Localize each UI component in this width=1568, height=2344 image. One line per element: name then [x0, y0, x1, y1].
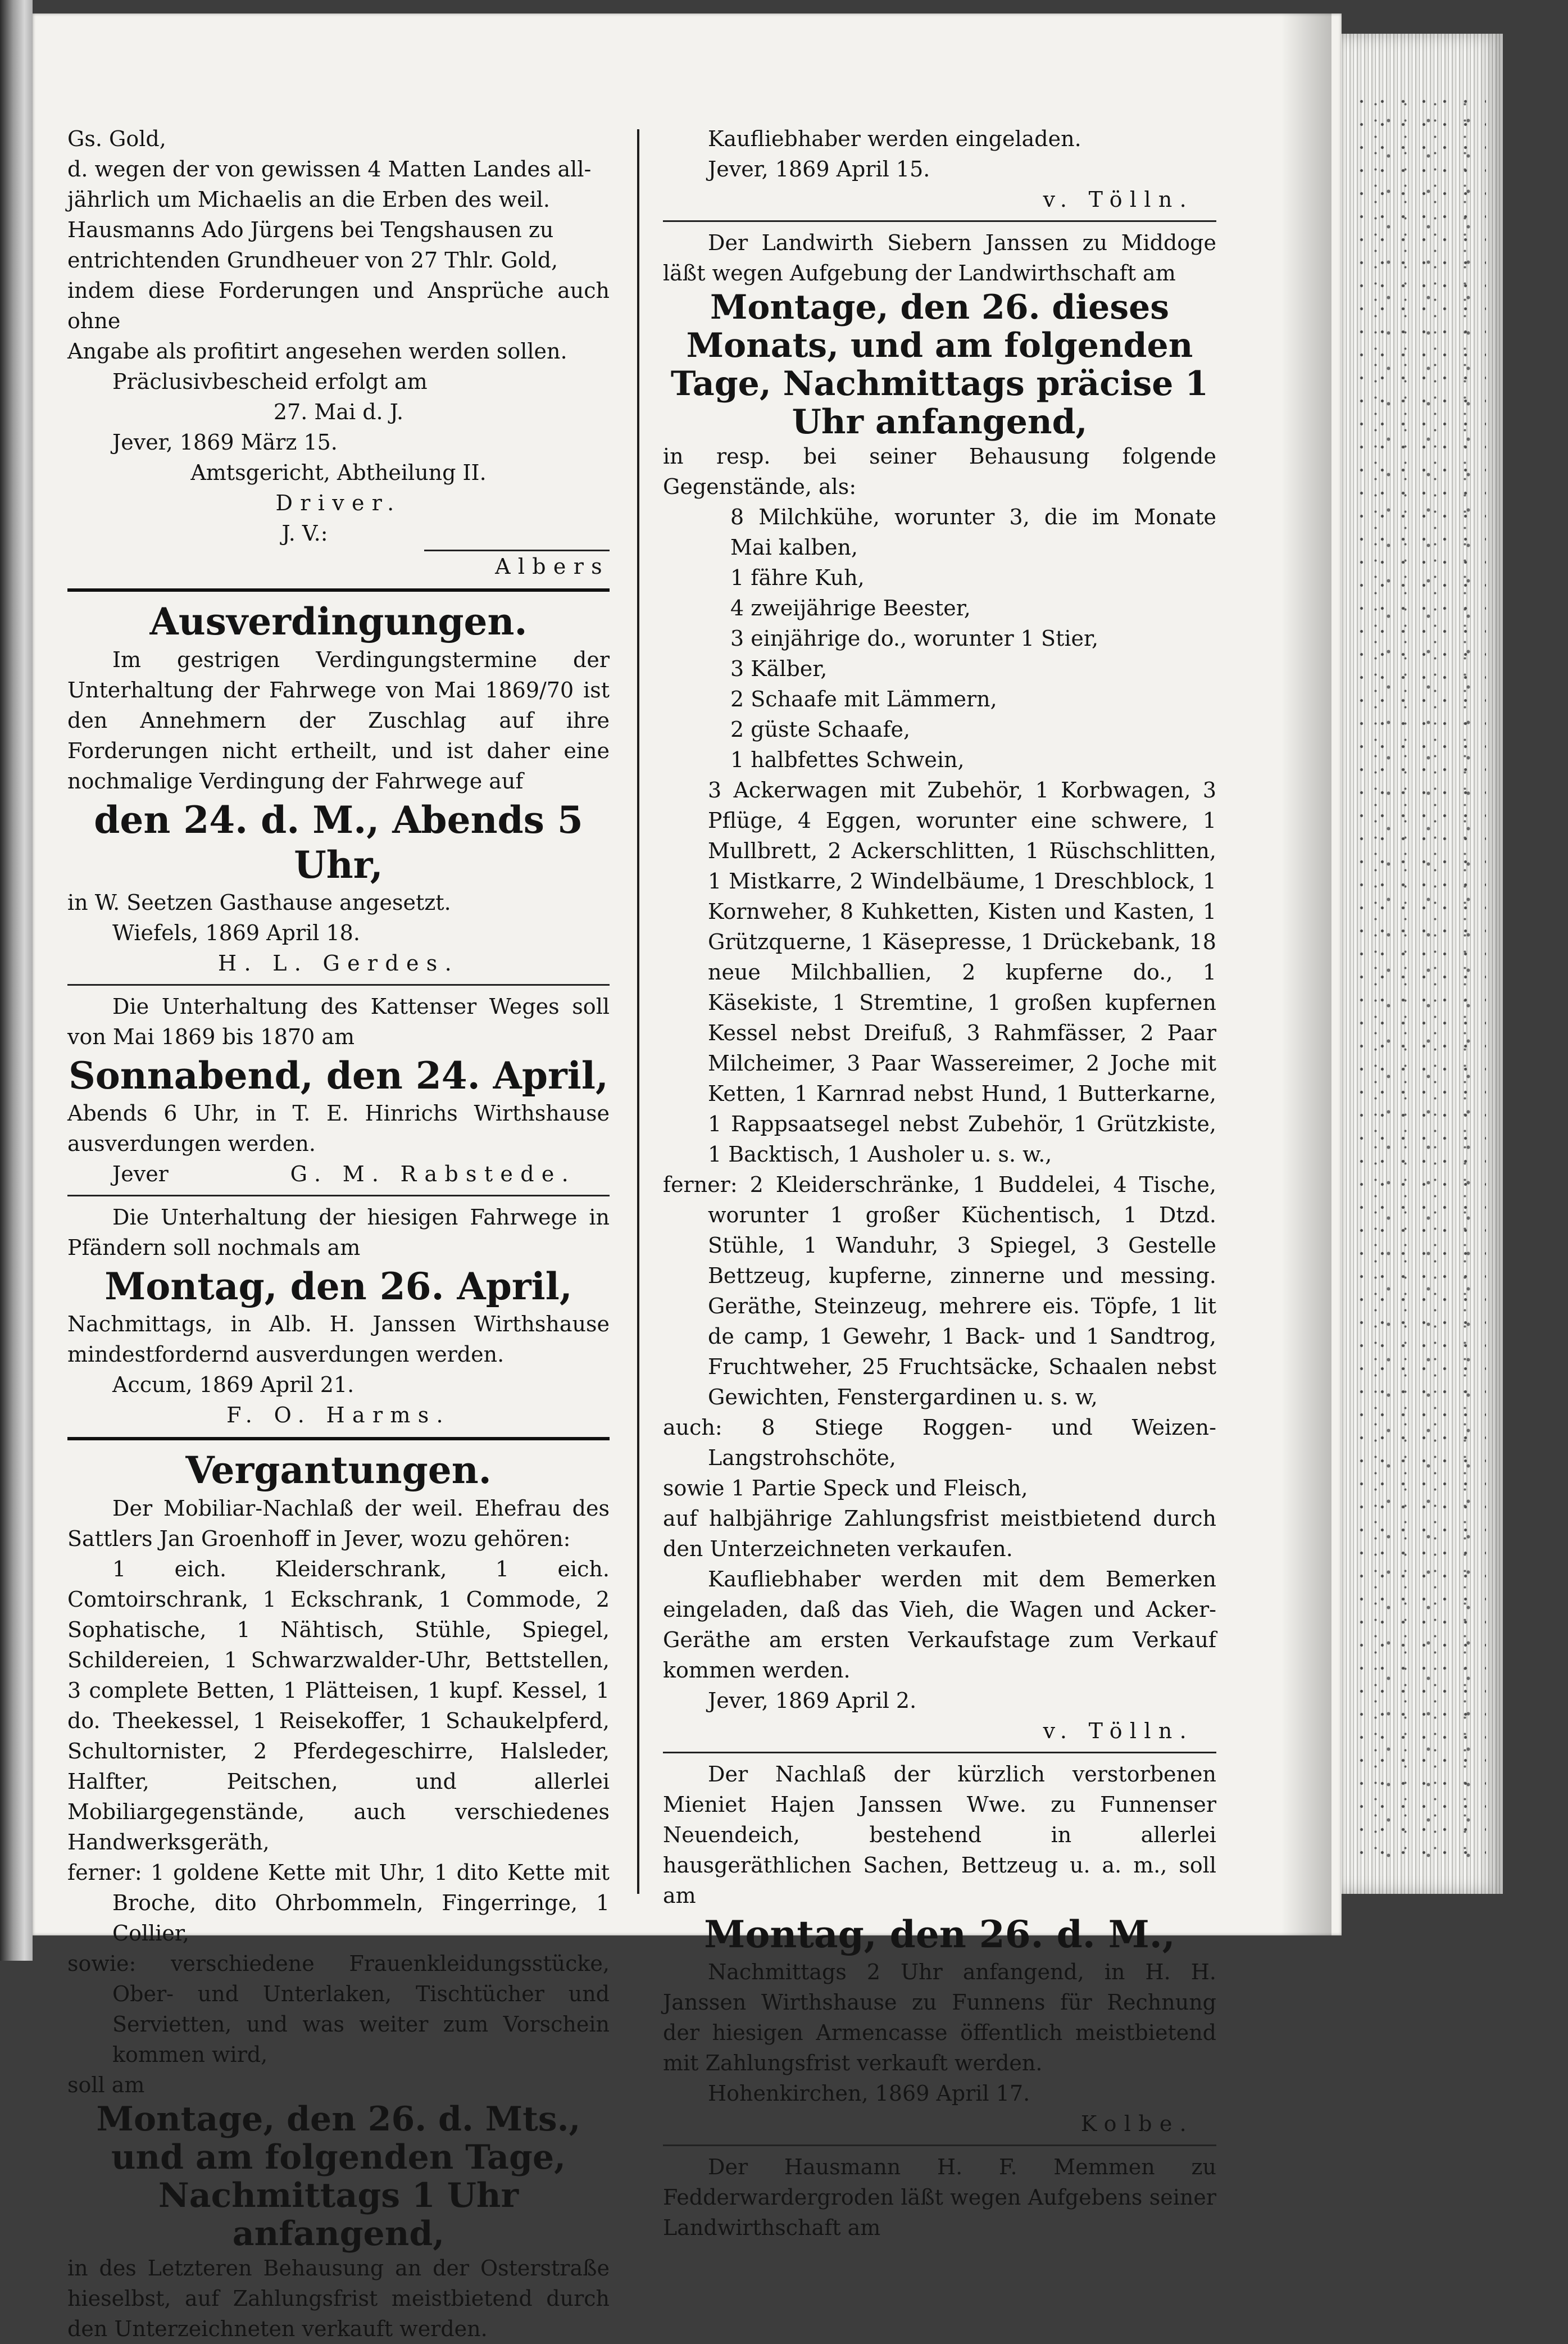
praeklusiv-date: 27. Mai d. J. — [273, 400, 404, 424]
signature-driver: Driver. — [275, 491, 402, 515]
ad6-after: Nachmittags 2 Uhr anfangend, in H. H. Janssen Wirthshause zu Funnens für Rechnung der hiesigen Armencasse öffentlich meistbietend mit Zahlungsfrist verkauft werden. — [663, 1960, 1216, 2075]
ad1-signature: H. L. Gerdes. — [218, 951, 459, 976]
right-column — [663, 124, 1216, 2243]
ad2-text: Die Unterhaltung des Kattenser Weges soll von Mai 1869 bis 1870 am — [67, 994, 610, 1049]
ad-rule — [663, 1752, 1216, 1753]
ad5-list-item: 2 güste Schaafe, — [730, 717, 911, 742]
court-name: Amtsgericht, Abtheilung II. — [190, 460, 487, 485]
ad5-text: Der Landwirth Siebern Janssen zu Middoge läßt wegen Aufgebung der Landwirthschaft am — [663, 230, 1216, 285]
ad5-terms: auf halbjährige Zahlungsfrist meistbietend durch den Unterzeichneten verkaufen. — [663, 1506, 1216, 1561]
ad4-date-headline: Montage, den 26. d. Mts., und am folgenden Tage, Nachmittags 1 Uhr anfangend, — [96, 2100, 581, 2254]
left-top-line: jährlich um Michaelis an die Erben des weil. — [67, 187, 550, 212]
dateline: Jever, 1869 März 15. — [112, 430, 338, 455]
ad1-after: in W. Seetzen Gasthause angesetzt. — [67, 890, 451, 915]
ad5-sowie: sowie 1 Partie Speck und Fleisch, — [663, 1476, 1028, 1500]
ad3-signature: F. O. Harms. — [226, 1403, 451, 1427]
ad3-date: Accum, 1869 April 21. — [112, 1372, 354, 1397]
ad-rule — [67, 1195, 610, 1196]
section-title-vergantungen: Vergantungen. — [185, 1448, 492, 1492]
previous-page-edge — [0, 0, 33, 1961]
ad4-after: in des Letzteren Behausung an der Osterstraße hieselbst, auf Zahlungsfrist meistbietend durch den Unterzeichneten verkauft werden. — [67, 2256, 610, 2341]
ad4-sowie: sowie: verschiedene Frauenkleidungsstücke, Ober- und Unterlaken, Tischtücher und Servietten, und was weiter zum Vorschein kommen wird, — [67, 1951, 610, 2067]
ad7-text: Der Hausmann H. F. Memmen zu Fedderwardergroden läßt wegen Aufgebens seiner Landwirthschaft am — [663, 2155, 1216, 2240]
page-curl-shadow — [1281, 13, 1331, 1935]
ad-rule — [663, 220, 1216, 222]
ad2-place: Jever — [112, 1162, 169, 1186]
ad5-list-item: 8 Milchkühe, worunter 3, die im Monate Mai kalben, — [730, 505, 1216, 560]
ad3-text: Die Unterhaltung der hiesigen Fahrwege in Pfändern soll nochmals am — [67, 1205, 610, 1260]
column-divider — [637, 129, 639, 1894]
signature-albers: Albers — [495, 554, 610, 579]
ad-rule — [67, 984, 610, 986]
ad6-date-headline: Montag, den 26. d. M., — [704, 1912, 1175, 1956]
ad5-note: Kaufliebhaber werden mit dem Bemerken eingeladen, daß das Vieh, die Wagen und Acker-Geräthe am ersten Verkaufstage zum Verkauf kommen werden. — [663, 1567, 1216, 1683]
left-top-line: entrichtenden Grundheuer von 27 Thlr. Gold, — [67, 248, 558, 273]
ad5-list-item: 3 einjährige do., worunter 1 Stier, — [730, 626, 1099, 651]
ad5-list-item: 4 zweijährige Beester, — [730, 596, 971, 620]
left-top-line: d. wegen der von gewissen 4 Matten Landes all- — [67, 157, 592, 182]
ad5-date-headline: Montage, den 26. dieses Monats, und am folgenden Tage, Nachmittags präcise 1 Uhr anfangend, — [670, 288, 1209, 442]
left-top-line: indem diese Forderungen und Ansprüche auch ohne — [67, 278, 610, 333]
ad5-signature: v. Tölln. — [1043, 1719, 1194, 1743]
section-title-ausverdingungen: Ausverdingungen. — [149, 600, 528, 643]
ad2-signature: G. M. Rabstede. — [290, 1162, 576, 1186]
top-signature: v. Tölln. — [1043, 187, 1194, 212]
ad1-date-headline: den 24. d. M., Abends 5 Uhr, — [94, 798, 583, 887]
ad5-list-item: 1 fähre Kuh, — [730, 565, 865, 590]
praeklusiv-text: Präclusivbescheid erfolgt am — [112, 369, 428, 394]
speckled-edge-pattern — [1351, 90, 1486, 1860]
ad2-date-headline: Sonnabend, den 24. April, — [69, 1054, 608, 1098]
ad5-list-item: 3 Kälber, — [730, 656, 828, 681]
ad4-ferner: ferner: 1 goldene Kette mit Uhr, 1 dito Kette mit Broche, dito Ohrbommeln, Fingerringe, 1 Collier, — [67, 1860, 610, 1946]
left-column — [67, 124, 610, 2344]
ad6-date: Hohenkirchen, 1869 April 17. — [708, 2081, 1030, 2106]
ad5-auch: auch: 8 Stiege Roggen- und Weizen-Langstrohschöte, — [663, 1415, 1216, 1470]
ad5-ferner: ferner: 2 Kleiderschränke, 1 Buddelei, 4 Tische, worunter 1 großer Küchentisch, 1 Dtzd. Stühle, 1 Wanduhr, 3 Spiegel, 3 Gestelle Bettzeug, kupferne, zinnerne und messing. Geräthe, Steinzeug, mehrere eis. Töpfe, 1 lit de camp, 1 Gewehr, 1 Back- und 1 Sandtrog, Fruchtweher, 25 Fruchtsäcke, Schaalen nebst Gewichten, Fenstergardinen u. s. w, — [663, 1172, 1216, 1409]
ad6-text: Der Nachlaß der kürzlich verstorbenen Mieniet Hajen Janssen Wwe. zu Funnenser Neuendeich, bestehend in allerlei hausgeräthlichen Sachen, Bettzeug u. a. m., soll am — [663, 1762, 1216, 1908]
ad6-signature: Kolbe. — [1080, 2111, 1194, 2136]
ad3-date-headline: Montag, den 26. April, — [104, 1264, 572, 1308]
top-invite: Kaufliebhaber werden eingeladen. — [708, 126, 1081, 151]
top-date: Jever, 1869 April 15. — [708, 157, 930, 182]
ad-rule — [663, 2144, 1216, 2146]
left-top-line: Angabe als profitirt angesehen werden sollen. — [67, 339, 567, 364]
section-rule — [67, 1437, 610, 1440]
ad1-date: Wiefels, 1869 April 18. — [112, 921, 360, 945]
ad4-text: Der Mobiliar-Nachlaß der weil. Ehefrau des Sattlers Jan Groenhoff in Jever, wozu gehören: — [67, 1496, 610, 1551]
ad3-after: Nachmittags, in Alb. H. Janssen Wirthshause mindestfordernd ausverdungen werden. — [67, 1312, 610, 1367]
ad1-text: Im gestrigen Verdingungstermine der Unterhaltung der Fahrwege von Mai 1869/70 ist den Annehmern der Zuschlag auf ihre Forderungen nicht ertheilt, und ist daher eine nochmalige Verdingung der Fahrwege auf — [67, 647, 610, 794]
ad5-date: Jever, 1869 April 2. — [708, 1688, 917, 1713]
left-top-line: Gs. Gold, — [67, 126, 166, 151]
ad5-items: 3 Ackerwagen mit Zubehör, 1 Korbwagen, 3 Pflüge, 4 Eggen, worunter eine schwere, 1 Mullbrett, 2 Ackerschlitten, 1 Rüschschlitten, 1 Mistkarre, 2 Windelbäume, 1 Dreschblock, 1 Kornweher, 8 Kuhketten, Kisten und Kasten, 1 Grützquerne, 1 Käsepresse, 1 Drückebank, 18 neue Milchballien, 2 kupferne do., 1 Käsekiste, 1 Stremtine, 1 großen kupfernen Kessel nebst Dreifuß, 3 Rahmfässer, 2 Paar Milcheimer, 3 Paar Wassereimer, 2 Joche mit Ketten, 1 Karnrad nebst Hund, 1 Butterkarne, 1 Rappsaatsegel nebst Zubehör, 1 Grützkiste, 1 Backtisch, 1 Ausholer u. s. w., — [708, 778, 1216, 1167]
ad2-after: Abends 6 Uhr, in T. E. Hinrichs Wirthshause ausverdungen werden. — [67, 1101, 610, 1156]
section-rule — [67, 588, 610, 592]
ad5-list-item: 1 halbfettes Schwein, — [730, 747, 965, 772]
ad5-list-item: 2 Schaafe mit Lämmern, — [730, 687, 997, 711]
signature-jv: J. V.: — [281, 521, 328, 546]
left-top-line: Hausmanns Ado Jürgens bei Tengshausen zu — [67, 217, 554, 242]
ad4-sollam: soll am — [67, 2073, 145, 2097]
ad2-footer — [67, 1159, 610, 1189]
ad5-after: in resp. bei seiner Behausung folgende Gegenstände, als: — [663, 444, 1216, 499]
ad4-items: 1 eich. Kleiderschrank, 1 eich. Comtoirschrank, 1 Eckschrank, 1 Commode, 2 Sophatische, 1 Nähtisch, Stühle, Spiegel, Schildereien, 1 Schwarzwalder-Uhr, Bettstellen, 3 complete Betten, 1 Plätteisen, 1 kupf. Kessel, 1 do. Theekessel, 1 Reisekoffer, 1 Schaukelpferd, Schultornister, 2 Pferdegeschirre, Halsleder, Halfter, Peitschen, und allerlei Mobiliargegenstände, auch verschiedenes Handwerksgeräth, — [67, 1557, 610, 1855]
